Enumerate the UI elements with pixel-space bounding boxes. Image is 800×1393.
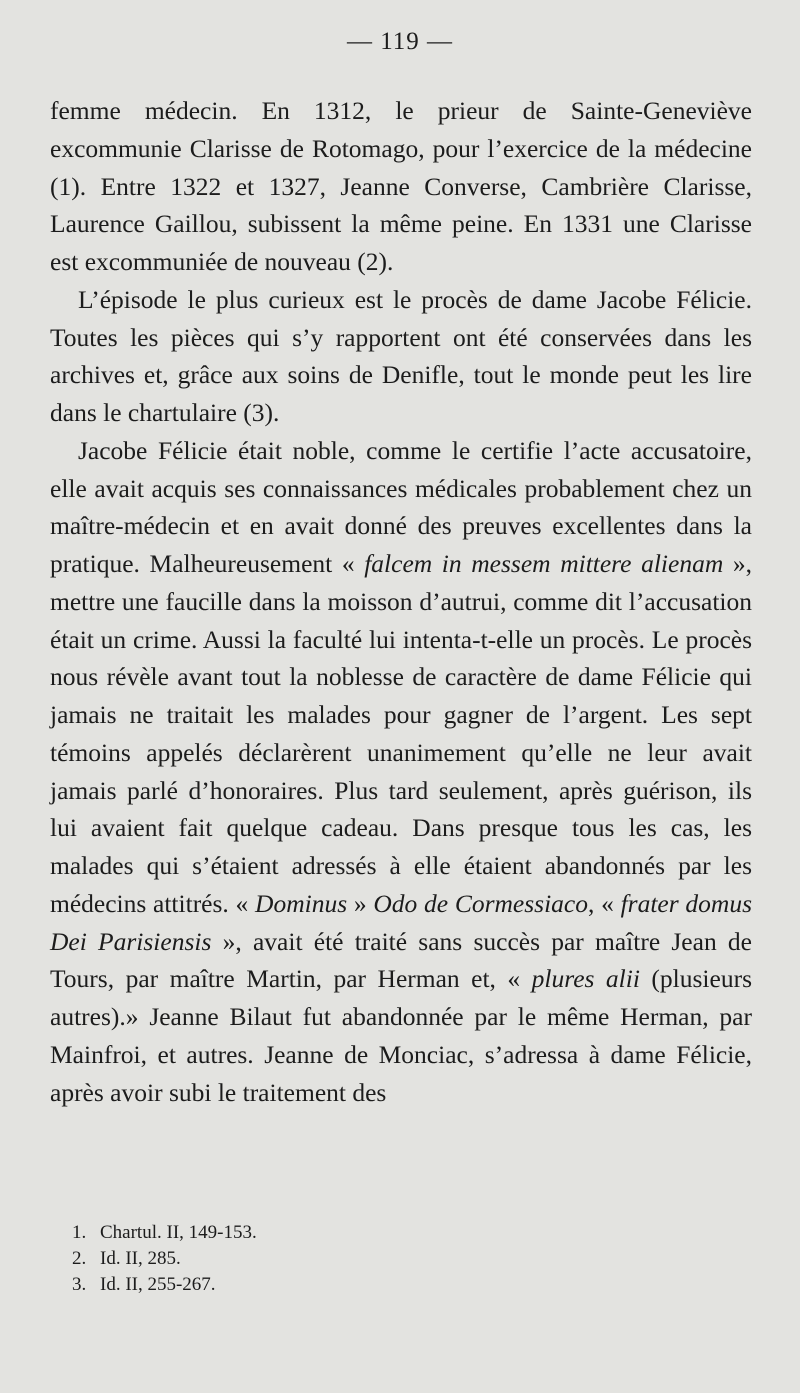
text-segment: (plusieurs autres).» Jeanne Bilaut fut abandonnée par le même Herman, par Mainfroi, et autres. Jeanne de Monciac, s’adressa à dame Félicie, après avoir subi le traitement des xyxy=(50,964,752,1107)
footnote-2 xyxy=(72,1246,257,1272)
footnote-text: Id. II, 285. xyxy=(100,1248,181,1269)
footnote-number: 1. xyxy=(72,1222,87,1243)
paragraph-3 xyxy=(50,432,752,1112)
footnote-1 xyxy=(72,1220,257,1246)
text-segment: Jacobe Félicie était noble, comme le certifie l’acte accusatoire, elle avait acquis ses connaissances médicales probablement chez un maître-médecin et en avait donné des preuves excellentes dans la pratique. Malheureusement « xyxy=(50,435,752,578)
footnotes xyxy=(72,1220,257,1298)
latin-quote: frater domus Dei Parisiensis xyxy=(50,888,753,956)
footnote-number: 2. xyxy=(72,1248,87,1269)
latin-quote: plures alii xyxy=(531,964,640,994)
footnote-text: Id. II, 255-267. xyxy=(100,1274,216,1295)
text-segment: » xyxy=(347,888,374,918)
footnote-3 xyxy=(72,1272,257,1298)
text-segment: , « xyxy=(587,888,621,918)
footnote-number: 3. xyxy=(72,1274,87,1295)
paragraph-2 xyxy=(50,281,752,432)
text-segment: femme médecin. En 1312, le prieur de Sainte-Geneviève excommunie Clarisse de Rotomago, pour l’exercice de la médecine (1). Entre 1322 et 1327, Jeanne Converse, Cambrière Clarisse, Laurence Gaillou, subissent la même peine. En 1331 une Clarisse est excommuniée de nouveau (2). xyxy=(50,96,752,276)
latin-quote: falcem in messem mittere alienam xyxy=(364,549,724,578)
text-segment: », mettre une faucille dans la moisson d’autrui, comme dit l’accusation était un crime. Aussi la faculté lui intenta-t-elle un procès. Le procès nous révèle avant tout la noblesse de caractère de dame Félicie qui jamais ne traitait les malades pour gagner de l’argent. Les sept témoins appelés déclarèrent unanimement qu’elle ne leur avait jamais parlé d’honoraires. Plus tard seulement, après guérison, ils lui avaient fait quelque cadeau. Dans presque tous les cas, les malades qui s’étaient adressés à elle étaient abandonnés par les médecins attitrés. « xyxy=(50,549,753,918)
footnote-text: Chartul. II, 149-153. xyxy=(100,1222,257,1243)
body-text xyxy=(50,92,752,1111)
text-segment: L’épisode le plus curieux est le procès de dame Jacobe Félicie. Toutes les pièces qui s’y rapportent ont été conservées dans les archives et, grâce aux soins de Denifle, tout le monde peut les lire dans le chartulaire (3). xyxy=(50,284,752,427)
text-segment: », avait été traité sans succès par maître Jean de Tours, par maître Martin, par Herman et, « xyxy=(50,926,752,994)
paragraph-1 xyxy=(50,92,752,281)
latin-quote: Dominus xyxy=(255,888,348,918)
latin-quote: Odo de Cormessiaco xyxy=(373,888,588,918)
page-number: — 119 — xyxy=(346,28,454,55)
